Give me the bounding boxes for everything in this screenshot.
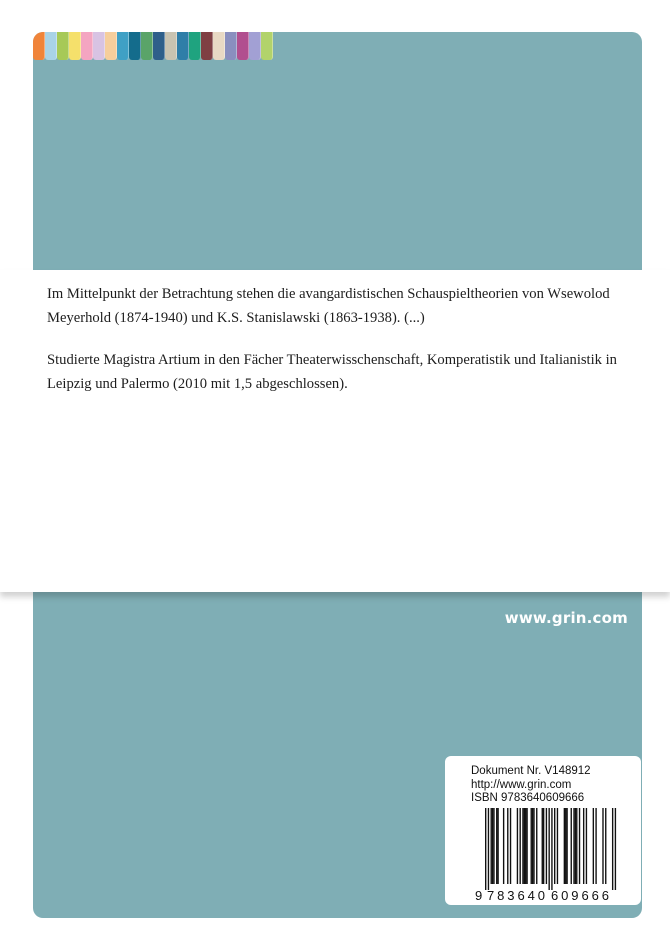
blurb-paragraph: Im Mittelpunkt der Betrachtung stehen die avangardistischen Schauspieltheorien von Wsewolod Meyerhold (1874-1940) und K.S. Stanislawski (1863-1938). (...): [47, 286, 610, 326]
color-tab: [225, 32, 237, 60]
barcode-bar: [522, 808, 523, 884]
barcode-bar: [612, 808, 613, 890]
barcode-bar: [546, 808, 547, 884]
color-tab: [69, 32, 81, 60]
barcode-bar: [526, 808, 527, 884]
barcode-bar: [548, 808, 549, 890]
barcode-bar: [575, 808, 576, 884]
color-tab: [93, 32, 105, 60]
isbn-barcode: [473, 808, 623, 902]
color-strip: [33, 32, 273, 60]
barcode-box: [445, 756, 641, 905]
cover-top-panel: [33, 32, 642, 270]
barcode-bar: [605, 808, 606, 884]
barcode-bars: [485, 808, 616, 890]
barcode-bar: [496, 808, 497, 884]
isbn-text: ISBN 9783640609666: [471, 792, 585, 804]
cover-bottom-panel: [33, 592, 642, 918]
color-tab: [117, 32, 129, 60]
color-tab: [201, 32, 213, 60]
barcode-bar: [571, 808, 572, 884]
barcode-bar: [542, 808, 543, 884]
barcode-bar: [595, 808, 596, 884]
barcode-bar: [493, 808, 494, 884]
barcode-bar: [492, 808, 493, 884]
barcode-bar: [583, 808, 584, 884]
barcode-digits-left: 783640: [487, 887, 545, 902]
blurb-area: [0, 270, 670, 592]
color-tab: [237, 32, 249, 60]
barcode-bar: [551, 808, 552, 890]
color-tab: [249, 32, 261, 60]
color-tab: [33, 32, 45, 60]
barcode-digits-right: 609666: [551, 887, 609, 902]
barcode-bar: [497, 808, 498, 884]
barcode-bar: [533, 808, 534, 884]
barcode-bar: [532, 808, 533, 884]
document-number: Dokument Nr. V148912: [471, 765, 591, 777]
barcode-bar: [531, 808, 532, 884]
publisher-website: www.grin.com: [504, 609, 628, 627]
document-url: http://www.grin.com: [471, 778, 572, 791]
barcode-bar: [573, 808, 574, 884]
barcode-bar: [520, 808, 521, 884]
barcode-bar: [579, 808, 580, 884]
color-tab: [189, 32, 201, 60]
barcode-bar: [536, 808, 537, 884]
color-tab: [261, 32, 273, 60]
barcode-bar: [524, 808, 525, 884]
color-tab: [141, 32, 153, 60]
barcode-bar: [554, 808, 555, 884]
color-tab: [177, 32, 189, 60]
barcode-bar: [491, 808, 492, 884]
color-tab: [213, 32, 225, 60]
barcode-bar: [507, 808, 508, 884]
barcode-bar: [564, 808, 565, 884]
barcode-bar: [576, 808, 577, 884]
barcode-bar: [525, 808, 526, 884]
author-bio-paragraph: Studierte Magistra Artium in den Fächer Theaterwisschenschaft, Komperatistik und Italianistik in Leipzig und Palermo (2010 mit 1,5 abgeschlossen).: [47, 352, 617, 392]
barcode-bar: [503, 808, 504, 884]
color-tab: [165, 32, 177, 60]
color-tab: [105, 32, 117, 60]
barcode-bar: [557, 808, 558, 884]
barcode-bar: [565, 808, 566, 884]
barcode-bar: [485, 808, 486, 890]
barcode-bar: [586, 808, 587, 884]
color-tab: [153, 32, 165, 60]
color-tab: [81, 32, 93, 60]
color-tab: [45, 32, 57, 60]
barcode-digit-first: 9: [475, 887, 483, 902]
barcode-bar: [543, 808, 544, 884]
barcode-bar: [517, 808, 518, 884]
barcode-bar: [615, 808, 616, 890]
barcode-bar: [566, 808, 567, 884]
barcode-bar: [510, 808, 511, 884]
barcode-bar: [593, 808, 594, 884]
barcode-bar: [488, 808, 489, 890]
color-tab: [129, 32, 141, 60]
barcode-bar: [602, 808, 603, 884]
color-tab: [57, 32, 69, 60]
